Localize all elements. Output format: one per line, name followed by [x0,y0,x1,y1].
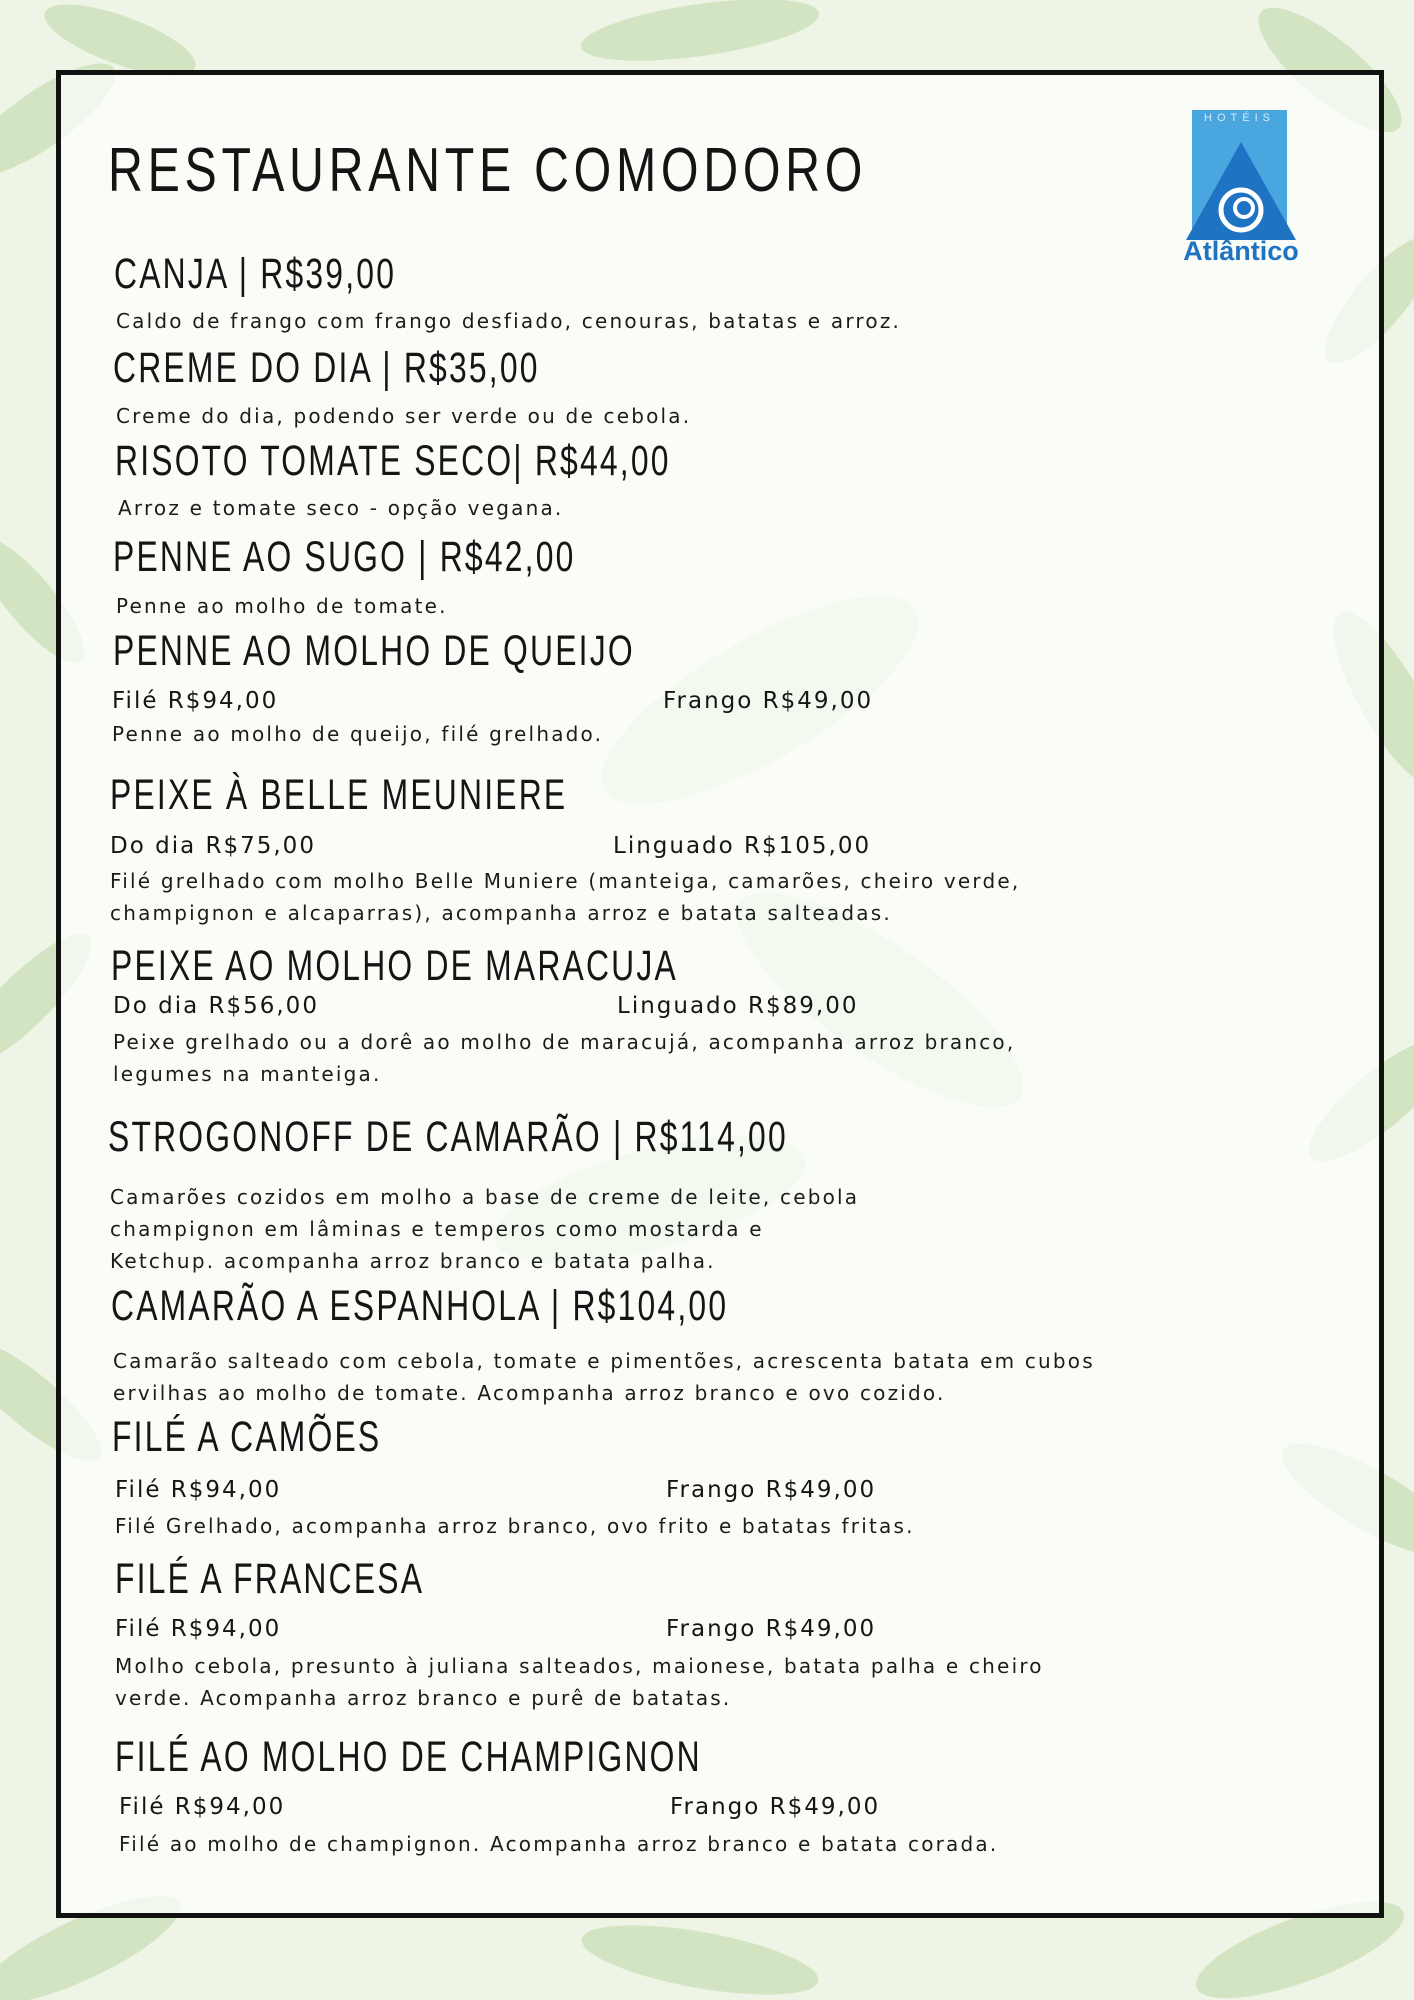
menu-item-name: PENNE AO SUGO | R$42,00 [113,533,576,581]
menu-item-name: FILÉ A FRANCESA [115,1555,425,1603]
price-option: Linguado R$89,00 [617,993,859,1019]
menu-item-desc: champignon e alcaparras), acompanha arroz e batata salteadas. [110,901,892,925]
menu-item-name: PENNE AO MOLHO DE QUEIJO [113,627,635,675]
logo-top-text: HOTÉIS [1204,112,1275,124]
menu-item-name: CAMARÃO A ESPANHOLA | R$104,00 [111,1282,729,1330]
menu-item-desc: Penne ao molho de queijo, filé grelhado. [112,722,604,746]
menu-item-name: CANJA | R$39,00 [114,250,397,298]
menu-item-name: STROGONOFF DE CAMARÃO | R$114,00 [108,1113,788,1161]
menu-item-desc: Caldo de frango com frango desfiado, cenouras, batatas e arroz. [116,309,902,333]
menu-item-name: PEIXE AO MOLHO DE MARACUJA [111,942,678,990]
price-option: Filé R$94,00 [115,1616,282,1642]
price-option: Do dia R$56,00 [113,993,319,1019]
price-option: Frango R$49,00 [666,1616,877,1642]
restaurant-title: RESTAURANTE COMODORO [108,136,868,205]
price-option: Frango R$49,00 [663,688,874,714]
price-option: Do dia R$75,00 [110,833,316,859]
menu-item-desc: Filé ao molho de champignon. Acompanha arroz branco e batata corada. [119,1832,999,1856]
menu-item-desc: champignon em lâminas e temperos como mostarda e [110,1217,764,1241]
menu-item-desc: Arroz e tomate seco - opção vegana. [118,496,564,520]
menu-item-desc: verde. Acompanha arroz branco e purê de batatas. [115,1686,732,1710]
menu-item-name: FILÉ A CAMÕES [112,1413,382,1461]
menu-item-desc: legumes na manteiga. [113,1062,382,1086]
menu-item-name: CREME DO DIA | R$35,00 [113,344,540,392]
price-option: Frango R$49,00 [666,1477,877,1503]
price-option: Filé R$94,00 [112,688,279,714]
menu-item-desc: Peixe grelhado ou a dorê ao molho de maracujá, acompanha arroz branco, [113,1030,1016,1054]
price-option: Linguado R$105,00 [613,833,872,859]
logo-brand: Atlântico [1183,236,1299,266]
menu-item-name: RISOTO TOMATE SECO| R$44,00 [115,437,671,485]
menu-item-desc: Filé Grelhado, acompanha arroz branco, ovo frito e batatas fritas. [115,1514,915,1538]
price-option: Filé R$94,00 [115,1477,282,1503]
menu-item-desc: Creme do dia, podendo ser verde ou de cebola. [116,404,692,428]
menu-item-desc: Filé grelhado com molho Belle Muniere (manteiga, camarões, cheiro verde, [110,869,1021,893]
menu-item-name: PEIXE À BELLE MEUNIERE [110,771,568,819]
menu-item-desc: ervilhas ao molho de tomate. Acompanha arroz branco e ovo cozido. [113,1381,946,1405]
menu-item-desc: Camarões cozidos em molho a base de creme de leite, cebola [110,1185,860,1209]
menu-item-desc: Camarão salteado com cebola, tomate e pimentões, acrescenta batata em cubos [113,1349,1095,1373]
hotel-logo [1172,110,1310,270]
menu-item-desc: Penne ao molho de tomate. [116,594,448,618]
logo-triangle-icon [1172,130,1310,240]
menu-item-desc: Ketchup. acompanha arroz branco e batata palha. [110,1249,716,1273]
price-option: Filé R$94,00 [119,1794,286,1820]
price-option: Frango R$49,00 [670,1794,881,1820]
menu-item-name: FILÉ AO MOLHO DE CHAMPIGNON [115,1733,702,1781]
menu-item-desc: Molho cebola, presunto à juliana salteados, maionese, batata palha e cheiro [115,1654,1044,1678]
